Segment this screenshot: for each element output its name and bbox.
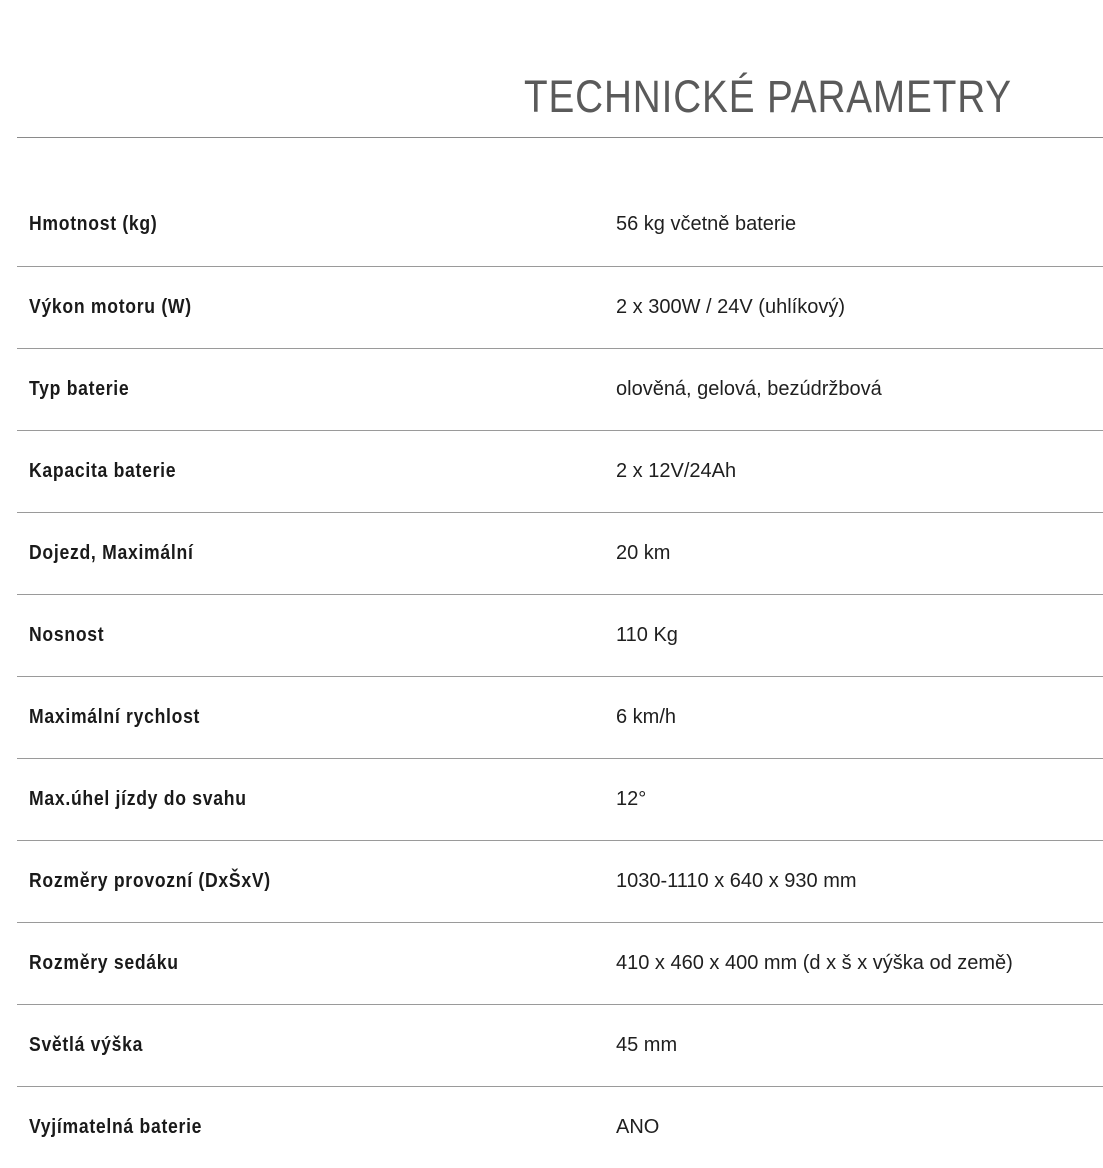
spec-label: Světlá výška — [29, 1034, 144, 1056]
spec-value: 45 mm — [616, 1034, 678, 1056]
spec-row-battery-type — [17, 348, 1103, 430]
spec-value: 2 x 300W / 24V (uhlíkový) — [616, 296, 845, 318]
spec-row-motor-power — [17, 266, 1103, 348]
spec-value: 6 km/h — [616, 706, 677, 728]
spec-value: 410 x 460 x 400 mm (d x š x výška od země) — [616, 952, 1013, 974]
title-divider — [17, 137, 1103, 138]
spec-row-max-speed — [17, 676, 1103, 758]
spec-label: Kapacita baterie — [29, 460, 177, 482]
spec-label: Max.úhel jízdy do svahu — [29, 788, 247, 810]
spec-row-range — [17, 512, 1103, 594]
spec-label: Vyjímatelná baterie — [29, 1116, 203, 1138]
spec-row-weight — [17, 184, 1103, 266]
spec-label: Dojezd, Maximální — [29, 542, 194, 564]
spec-row-operating-dimensions — [17, 840, 1103, 922]
spec-value: 110 Kg — [616, 624, 678, 646]
spec-label: Výkon motoru (W) — [29, 296, 192, 318]
page-title: TECHNICKÉ PARAMETRY — [524, 71, 1012, 122]
spec-value: 20 km — [616, 542, 671, 564]
spec-row-battery-capacity — [17, 430, 1103, 512]
spec-row-seat-dimensions — [17, 922, 1103, 1004]
spec-row-ground-clearance — [17, 1004, 1103, 1086]
spec-row-load-capacity — [17, 594, 1103, 676]
spec-value: olověná, gelová, bezúdržbová — [616, 378, 882, 400]
spec-value: ANO — [616, 1116, 660, 1138]
spec-value: 12° — [616, 788, 647, 810]
spec-value: 56 kg včetně baterie — [616, 213, 797, 235]
spec-label: Hmotnost (kg) — [29, 213, 158, 235]
spec-label: Maximální rychlost — [29, 706, 201, 728]
spec-row-removable-battery — [17, 1086, 1103, 1168]
spec-label: Rozměry provozní (DxŠxV) — [29, 870, 271, 892]
spec-label: Nosnost — [29, 624, 105, 646]
spec-value: 2 x 12V/24Ah — [616, 460, 737, 482]
spec-label: Typ baterie — [29, 378, 130, 400]
spec-label: Rozměry sedáku — [29, 952, 179, 974]
spec-row-max-incline — [17, 758, 1103, 840]
specifications-table — [17, 184, 1103, 1168]
spec-value: 1030-1110 x 640 x 930 mm — [616, 870, 857, 892]
